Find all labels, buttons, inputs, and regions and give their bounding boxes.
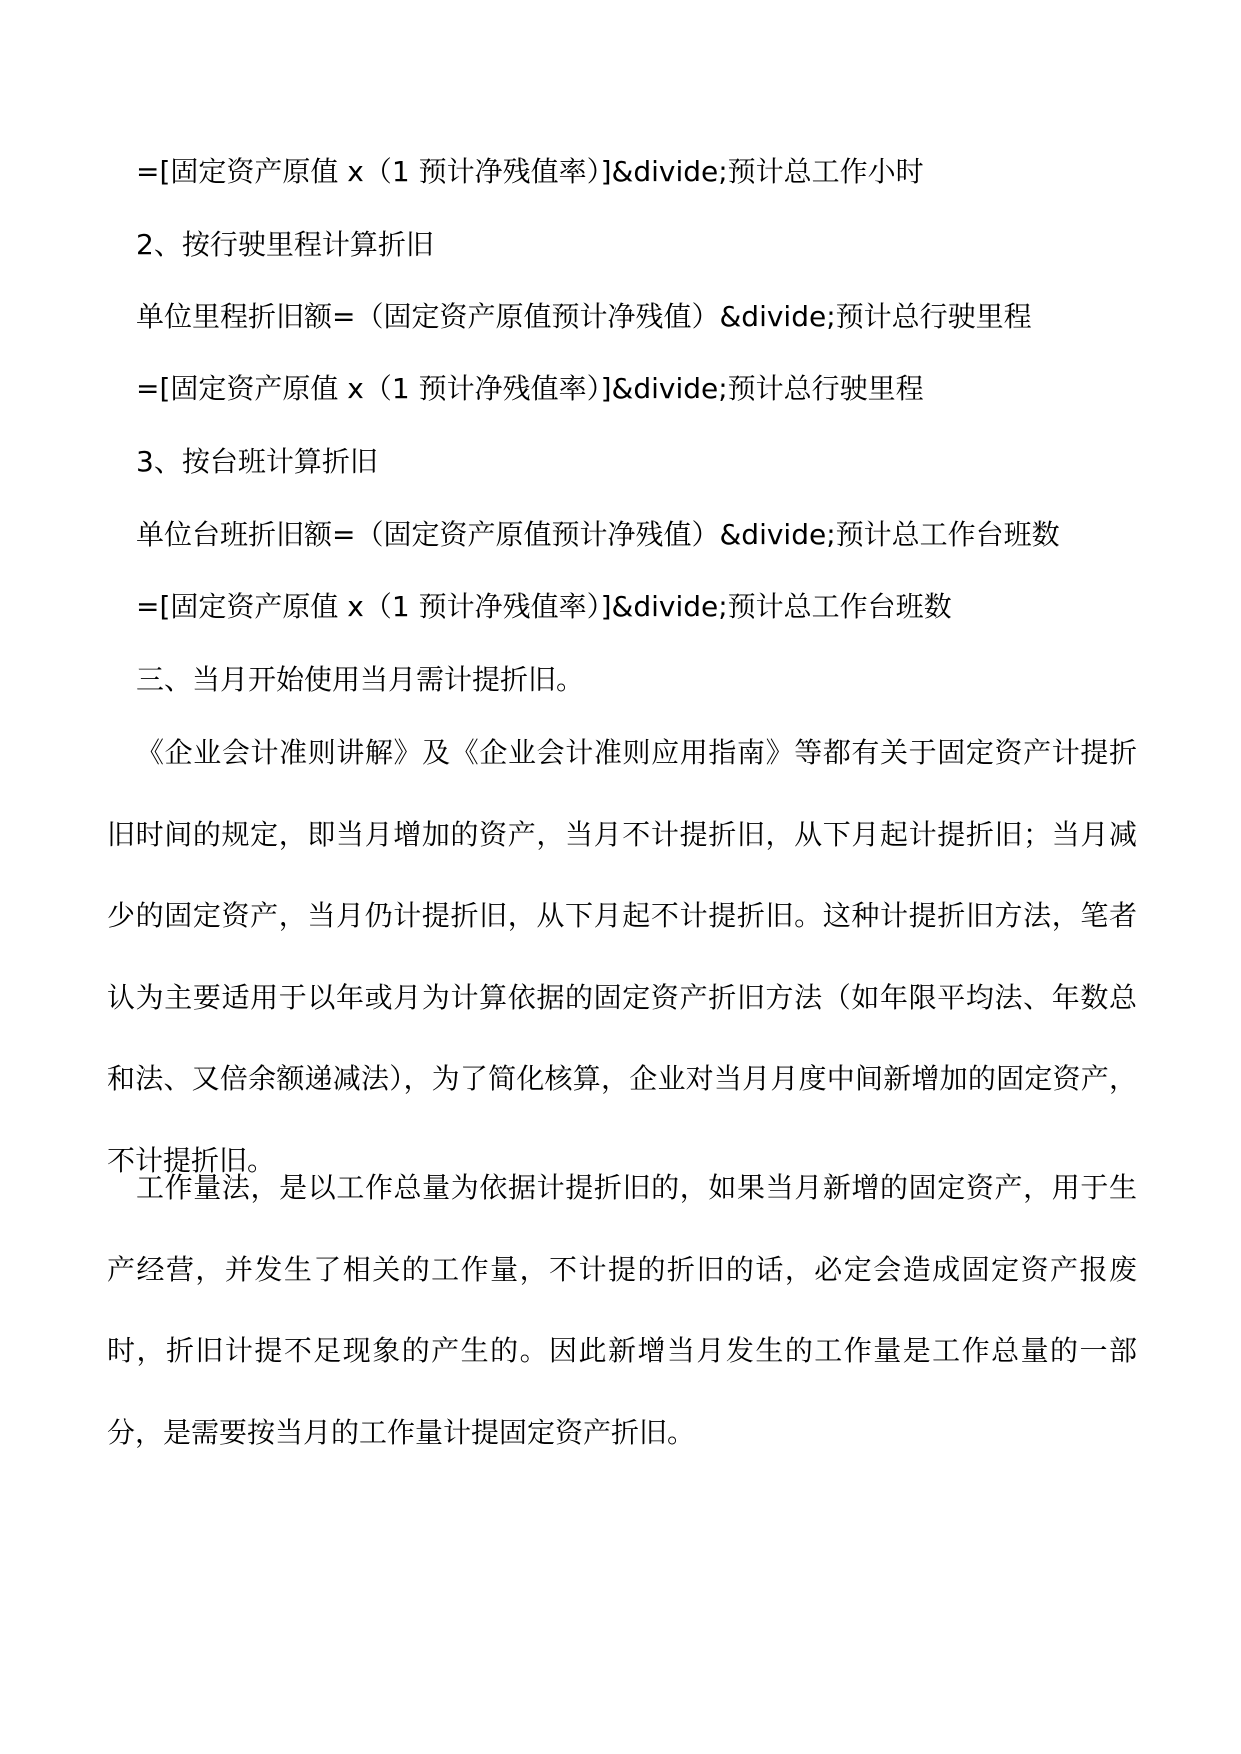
formula-shift-line-1: 单位台班折旧额=（固定资产原值预计净残值）&divide;预计总工作台班数 <box>136 518 1060 551</box>
formula-shift-line-2: =[固定资产原值 x（1 预计净残值率）]&divide;预计总工作台班数 <box>136 590 952 623</box>
formula-hours-line: =[固定资产原值 x（1 预计净残值率）]&divide;预计总工作小时 <box>136 155 924 188</box>
section-heading-three: 三、当月开始使用当月需计提折旧。 <box>136 663 585 696</box>
paragraph-workload-method: 工作量法，是以工作总量为依据计提折旧的，如果当月新增的固定资产，用于生产经营，并发生了相关的工作量，不计提的折旧的话，必定会造成固定资产报废时，折旧计提不足现象的产生的。因此新增当月发生的工作量是工作总量的一部分，是需要按当月的工作量计提固定资产折旧。 <box>107 1171 1137 1449</box>
section-heading-mileage: 2、按行驶里程计算折旧 <box>136 228 434 261</box>
formula-mileage-line-1: 单位里程折旧额=（固定资产原值预计净残值）&divide;预计总行驶里程 <box>136 300 1032 333</box>
formula-mileage-line-2: =[固定资产原值 x（1 预计净残值率）]&divide;预计总行驶里程 <box>136 372 924 405</box>
paragraph-accounting-standards: 《企业会计准则讲解》及《企业会计准则应用指南》等都有关于固定资产计提折旧时间的规定，即当月增加的资产，当月不计提折旧，从下月起计提折旧；当月减少的固定资产，当月仍计提折旧，从下月起不计提折旧。这种计提折旧方法，笔者认为主要适用于以年或月为计算依据的固定资产折旧方法（如年限平均法、年数总和法、又倍余额递减法），为了简化核算，企业对当月月度中间新增加的固定资产，不计提折旧。 <box>107 736 1137 1177</box>
section-heading-shift: 3、按台班计算折旧 <box>136 445 378 478</box>
